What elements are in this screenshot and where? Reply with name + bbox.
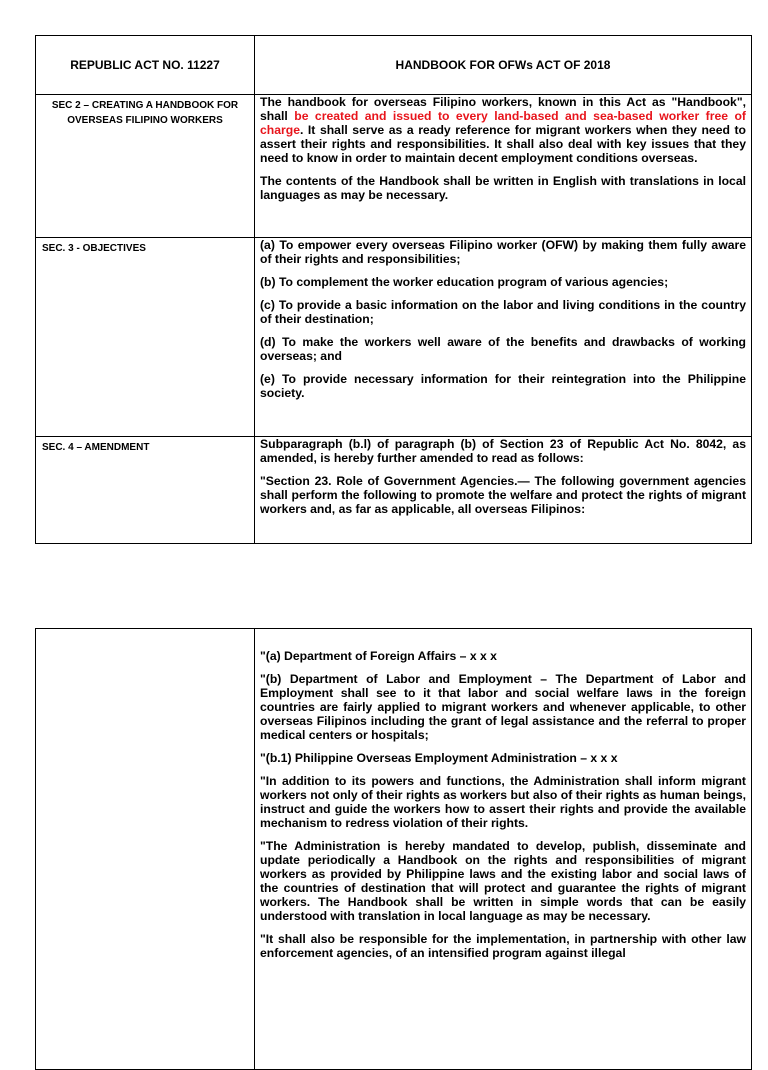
empty-label-cell [36, 629, 255, 1070]
objective-e: (e) To provide necessary information for their reintegration into the Philippine society. [260, 372, 746, 400]
continuation-content [255, 629, 752, 1070]
implementation-paragraph: "It shall also be responsible for the implementation, in partnership with other law enforcement agencies, of an intensified program against illegal [260, 932, 746, 960]
header-row [36, 36, 752, 95]
sec3-label: SEC. 3 - OBJECTIVES [36, 238, 255, 437]
objective-c: (c) To provide a basic information on the labor and living conditions in the country of their destination; [260, 298, 746, 326]
dfa-paragraph: "(a) Department of Foreign Affairs – x x x [260, 649, 497, 663]
act-title-header: HANDBOOK FOR OFWs ACT OF 2018 [255, 36, 752, 95]
table-row-sec3 [36, 238, 752, 437]
sec4-paragraph-2: "Section 23. Role of Government Agencies.— The following government agencies shall perform the following to promote the welfare and protect the rights of migrant workers and, as far as applicable, all overseas Filipinos: [260, 474, 746, 516]
table-row-sec4 [36, 437, 752, 544]
objective-a: (a) To empower every overseas Filipino worker (OFW) by making them fully aware of their rights and responsibilities; [260, 238, 746, 266]
law-comparison-table [35, 35, 752, 544]
sec2-text-after: . It shall serve as a ready reference for migrant workers when they need to assert their rights and responsibilities. It shall also deal with key issues that they need to know in order to maintain decent employment conditions overseas. [260, 123, 746, 165]
continuation-table [35, 628, 752, 1070]
poea-paragraph: "(b.1) Philippine Overseas Employment Administration – x x x [260, 751, 618, 765]
table-row-sec2 [36, 95, 752, 238]
sec2-content [255, 95, 752, 238]
administration-powers-paragraph: "In addition to its powers and functions, the Administration shall inform migrant workers not only of their rights as workers but also of their rights as human beings, instruct and guide the workers how to assert their rights and provide the available mechanism to redress violation of their rights. [260, 774, 746, 830]
sec4-paragraph-1: Subparagraph (b.l) of paragraph (b) of Section 23 of Republic Act No. 8042, as amended, is hereby further amended to read as follows: [260, 437, 746, 465]
table-row-continuation [36, 629, 752, 1070]
sec3-content [255, 238, 752, 437]
sec2-paragraph-1 [260, 95, 746, 165]
objective-b: (b) To complement the worker education program of various agencies; [260, 275, 669, 289]
republic-act-header: REPUBLIC ACT NO. 11227 [36, 36, 255, 95]
sec2-paragraph-2: The contents of the Handbook shall be written in English with translations in local languages as may be necessary. [260, 174, 746, 202]
sec4-label: SEC. 4 – AMENDMENT [36, 437, 255, 544]
sec4-content [255, 437, 752, 544]
sec2-highlighted-text: be created and issued to every land-based and sea-based worker free of charge [260, 109, 746, 137]
handbook-mandate-paragraph: "The Administration is hereby mandated to develop, publish, disseminate and update periodically a Handbook on the rights and responsibilities of migrant workers as provided by Philippine laws and the existing labor and social laws of the countries of destination that will protect and guarantee the rights of migrant workers. The Handbook shall be written in simple words that can be easily understood with translation in local language as may be necessary. [260, 839, 746, 923]
sec2-label: SEC 2 – CREATING A HANDBOOK FOR OVERSEAS FILIPINO WORKERS [36, 95, 255, 238]
dole-paragraph: "(b) Department of Labor and Employment – The Department of Labor and Employment shall see to it that labor and social welfare laws in the foreign countries are fairly applied to migrant workers and whenever applicable, to other overseas Filipinos including the grant of legal assistance and the referral to proper medical centers or hospitals; [260, 672, 746, 742]
objective-d: (d) To make the workers well aware of the benefits and drawbacks of working overseas; and [260, 335, 746, 363]
sec2-text-before: The handbook for overseas Filipino workers, known in this Act as "Handbook", shall [260, 95, 746, 123]
